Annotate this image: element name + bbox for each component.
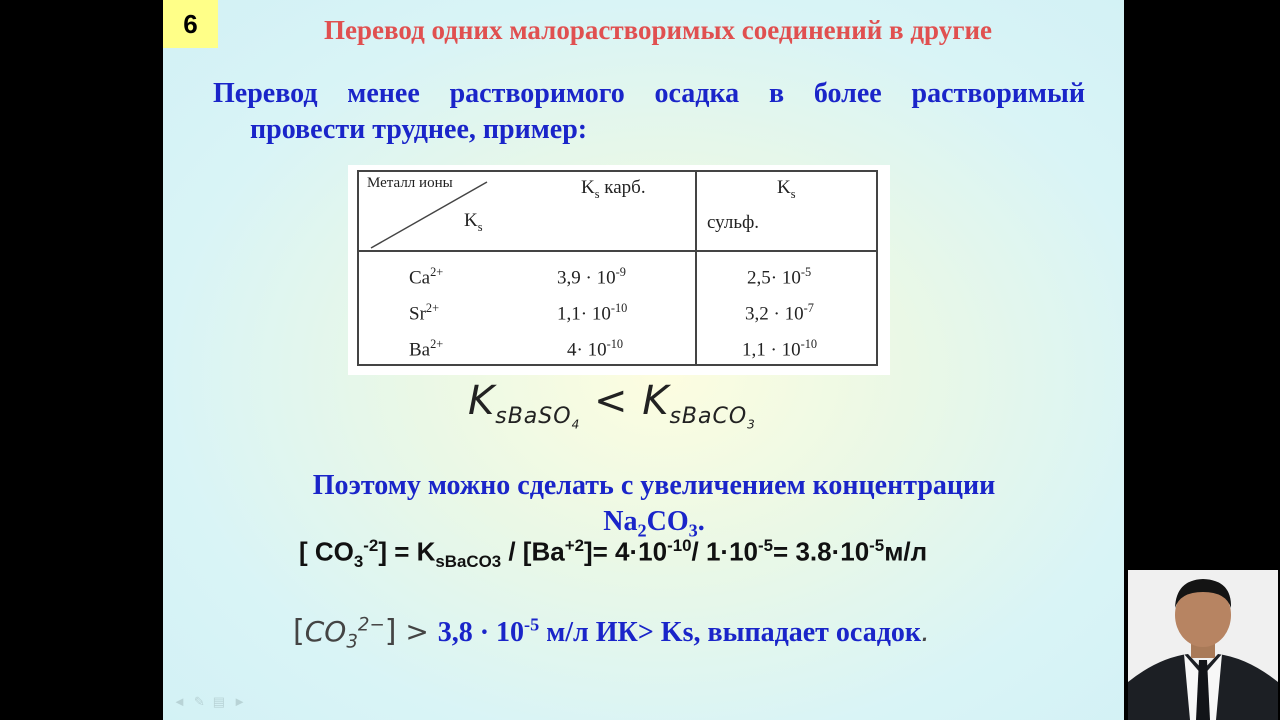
table-header-corner — [358, 171, 696, 251]
header-sulf-label: сульф. — [707, 212, 760, 233]
intro-line-1: Перевод менее растворимого осадка в более растворимый — [213, 78, 1085, 109]
header-ks-sulf: $K_s$ — [777, 177, 796, 201]
ion-ca: $Ca^{2+}$ — [409, 265, 444, 289]
carb-ca: $3,9 \cdot 10^{-9}$ — [557, 265, 626, 289]
pen-icon[interactable]: ✎ — [193, 694, 213, 709]
intro-line-2: провести труднее, пример: — [250, 114, 588, 145]
slide-number: 6 — [163, 0, 218, 48]
sulf-ba: $1,1 \cdot 10^{-10}$ — [742, 337, 818, 361]
solubility-table — [357, 170, 878, 366]
header-ks-carb: $K_s$ карб. — [581, 177, 646, 201]
prev-icon[interactable]: ◄ — [173, 694, 194, 709]
header-metal-ions: Металл ионы — [367, 175, 453, 191]
intro-text — [213, 76, 1085, 148]
sulf-ca: $2,5\cdot 10^{-5}$ — [747, 265, 812, 289]
solubility-table-box — [348, 165, 890, 375]
conclusion-line-1: Поэтому можно сделать с увеличением концентрации — [312, 470, 996, 501]
table-data-right — [696, 251, 877, 365]
ion-ba: $Ba^{2+}$ — [409, 337, 444, 361]
table-header-sulf — [696, 171, 877, 251]
table-data-left — [358, 251, 696, 365]
conclusion-line-2: $Na_2CO_3$. — [603, 506, 705, 541]
carb-ba: $4\cdot 10^{-10}$ — [567, 337, 624, 361]
next-icon[interactable]: ► — [233, 694, 254, 709]
presenter-video — [1128, 570, 1278, 720]
precipitation-condition: $[CO_3^{2-}] > 3,8 \cdot 10^{-5}$ м/л ИК> Ks, выпадает осадок. — [293, 614, 930, 653]
slide — [163, 0, 1124, 720]
ks-inequality: $K_{sBaSO_4} < K_{sBaCO_3}$ — [468, 378, 756, 432]
carb-sr: $1,1\cdot 10^{-10}$ — [557, 301, 628, 325]
concentration-calculation: [ $CO_3^{-2}] = K_{sBaCO3} / [Ba^{+2}]= 4\cdot 10^{-10}/$ $1\cdot 10^{-5}= 3.8\cdot 10^{-5}м/л$ — [299, 536, 928, 571]
slide-nav-controls[interactable] — [173, 694, 254, 710]
ion-sr: $Sr^{2+}$ — [409, 301, 440, 325]
menu-icon[interactable]: ▤ — [212, 694, 234, 709]
header-ks: $K_s$ — [464, 210, 483, 234]
slide-title: Перевод одних малорастворимых соединений в другие — [323, 15, 993, 45]
sulf-sr: $3,2 \cdot 10^{-7}$ — [745, 301, 814, 325]
presenter-avatar — [1128, 570, 1278, 720]
